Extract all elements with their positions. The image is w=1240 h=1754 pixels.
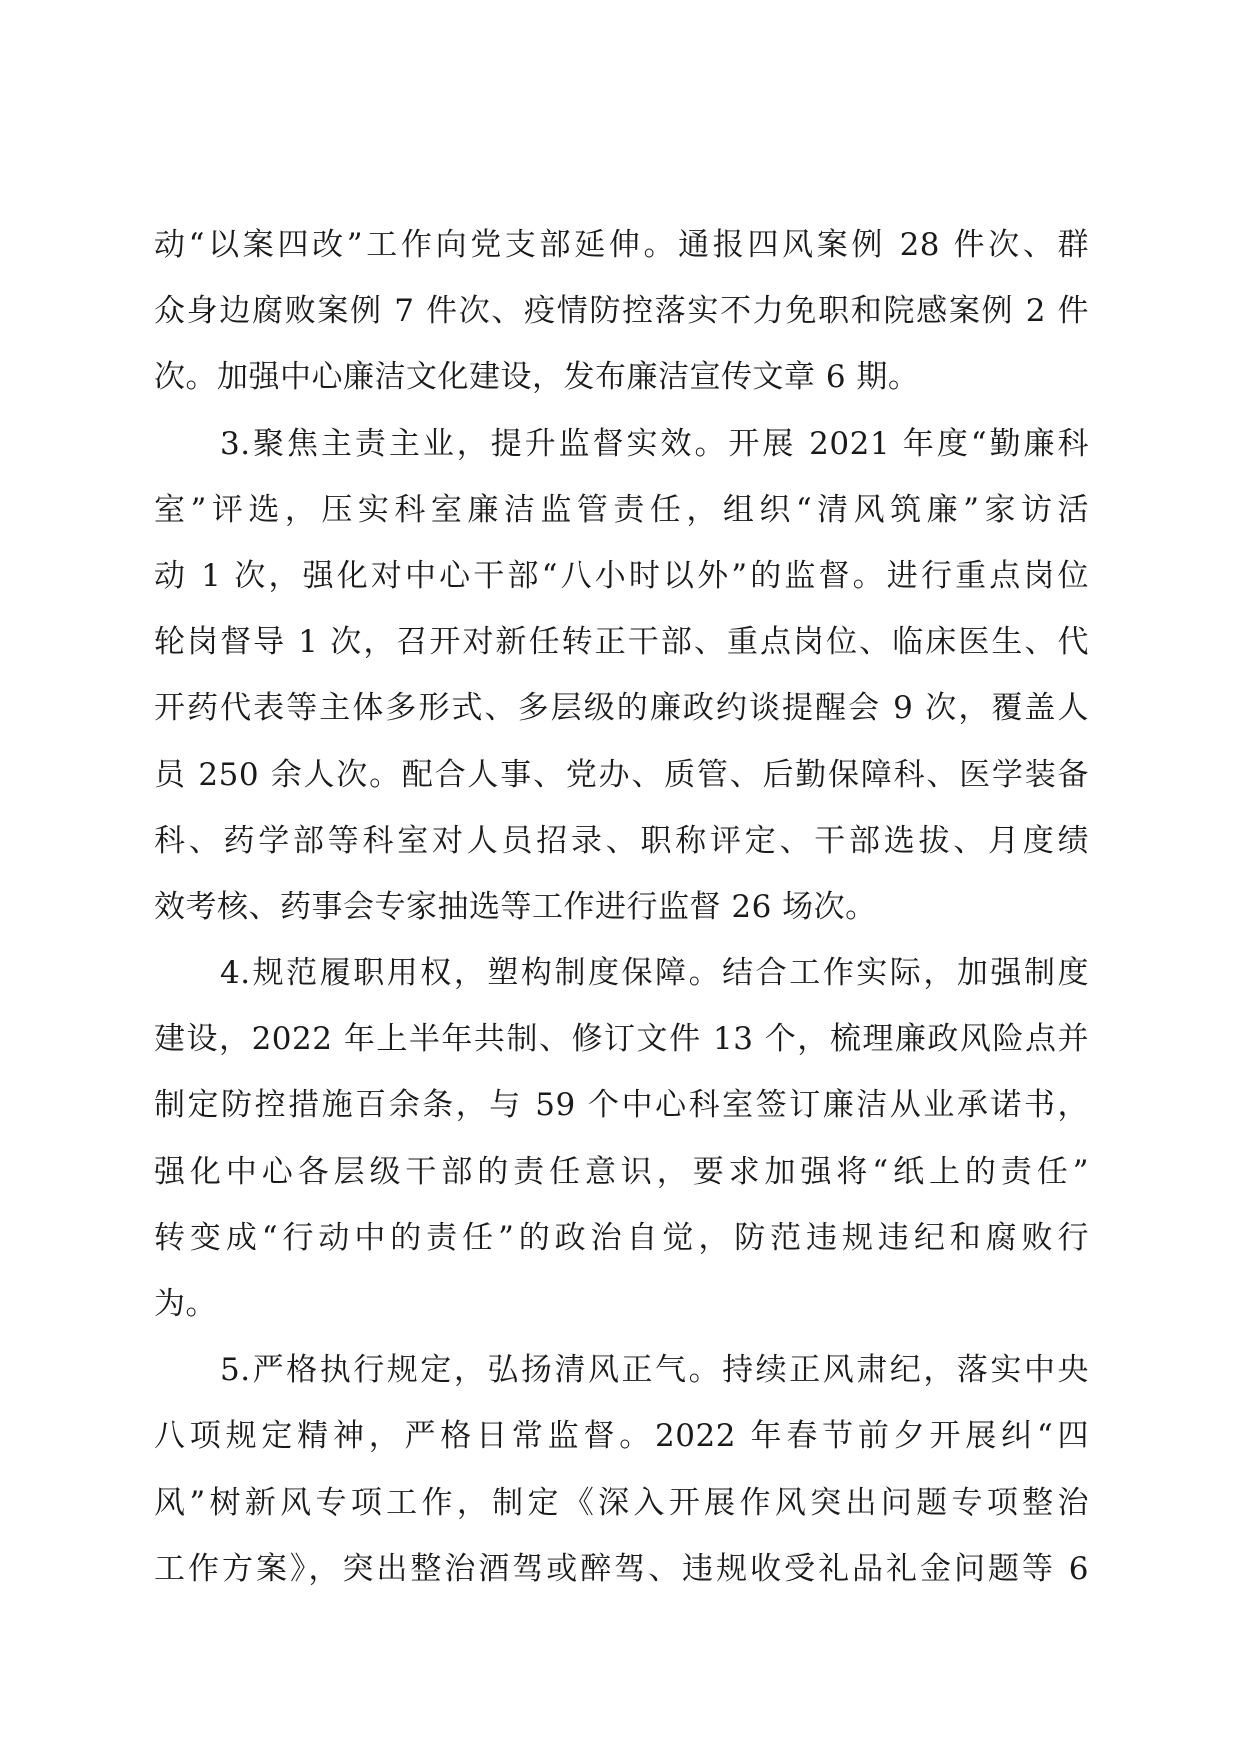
text-line: 轮岗督导 1 次，召开对新任转正干部、重点岗位、临床医生、代 xyxy=(154,624,1089,661)
text-line: 为。 xyxy=(154,1286,217,1322)
text-line: 转变成“行动中的责任”的政治自觉，防范违规违纪和腐败行 xyxy=(154,1219,1089,1256)
text-line: 次。加强中心廉洁文化建设，发布廉洁宣传文章 6 期。 xyxy=(154,359,920,396)
text-line: 开药代表等主体多形式、多层级的廉政约谈提醒会 9 次，覆盖人 xyxy=(154,690,1089,727)
text-line: 建设，2022 年上半年共制、修订文件 13 个，梳理廉政风险点并 xyxy=(154,1021,1089,1058)
text-line: 动 1 次，强化对中心干部“八小时以外”的监督。进行重点岗位 xyxy=(154,557,1089,594)
text-line: 科、药学部等科室对人员招录、职称评定、干部选拔、月度绩 xyxy=(154,822,1089,859)
text-line: 风”树新风专项工作，制定《深入开展作风突出问题专项整治 xyxy=(154,1484,1089,1521)
document-body xyxy=(154,212,1089,1602)
text-line: 工作方案》，突出整治酒驾或醉驾、违规收受礼品礼金问题等 6 xyxy=(154,1550,1089,1587)
text-line: 效考核、药事会专家抽选等工作进行监督 26 场次。 xyxy=(154,888,877,925)
text-line: 动“以案四改”工作向党支部延伸。通报四风案例 28 件次、群 xyxy=(154,227,1089,263)
text-line: 室”评选，压实科室廉洁监管责任，组织“清风筑廉”家访活 xyxy=(154,491,1089,528)
paragraph-5-heading-line: 5.严格执行规定，弘扬清风正气。持续正风肃纪，落实中央 xyxy=(220,1352,1089,1389)
text-line: 强化中心各层级干部的责任意识，要求加强将“纸上的责任” xyxy=(154,1153,1089,1190)
paragraph-3-heading-line: 3.聚焦主责主业，提升监督实效。开展 2021 年度“勤廉科 xyxy=(220,425,1089,462)
paragraph-4-heading-line: 4.规范履职用权，塑构制度保障。结合工作实际，加强制度 xyxy=(220,955,1089,992)
text-line: 制定防控措施百余条，与 59 个中心科室签订廉洁从业承诺书， xyxy=(154,1087,1089,1124)
text-line: 众身边腐败案例 7 件次、疫情防控落实不力免职和院感案例 2 件 xyxy=(154,293,1089,330)
text-line: 员 250 余人次。配合人事、党办、质管、后勤保障科、医学装备 xyxy=(154,756,1089,793)
text-line: 八项规定精神，严格日常监督。2022 年春节前夕开展纠“四 xyxy=(154,1418,1089,1455)
